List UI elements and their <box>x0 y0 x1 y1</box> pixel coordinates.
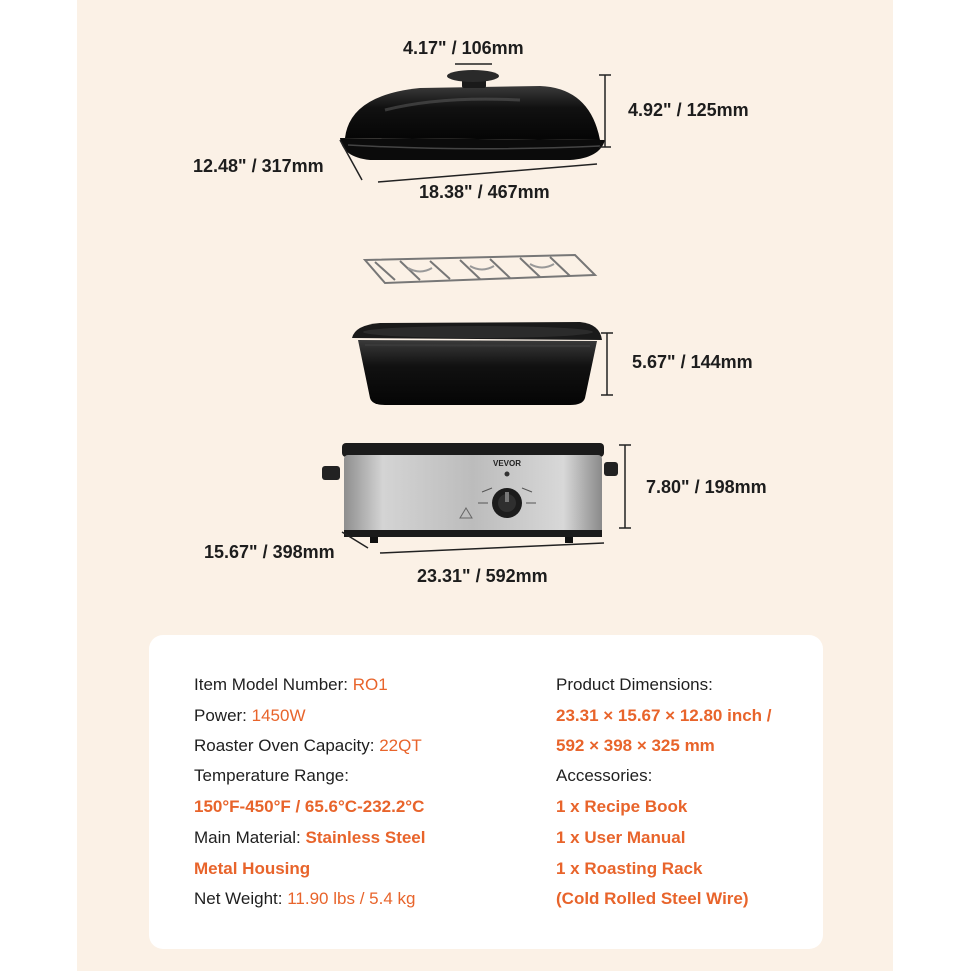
spec-power: Power: 1450W <box>194 706 306 725</box>
lid-depth-label: 12.48" / 317mm <box>193 156 324 176</box>
handle-width-label: 4.17" / 106mm <box>403 38 524 58</box>
spec-material-value-2: Metal Housing <box>194 859 311 878</box>
accessory-item: 1 x Recipe Book <box>556 797 688 816</box>
spec-model: Item Model Number: RO1 <box>194 675 388 694</box>
spec-capacity: Roaster Oven Capacity: 22QT <box>194 736 422 755</box>
accessory-item: 1 x User Manual <box>556 828 686 847</box>
spec-dims-value-1: 23.31 × 15.67 × 12.80 inch / <box>556 706 772 725</box>
lid-length-dim-line <box>378 164 597 182</box>
spec-dims-label: Product Dimensions: <box>556 675 713 694</box>
base-length-dim-line <box>380 543 604 553</box>
spec-model-value: RO1 <box>352 675 388 694</box>
base-length-label: 23.31" / 592mm <box>417 566 548 586</box>
spec-weight-value: 11.90 lbs / 5.4 kg <box>287 889 416 908</box>
pan-height-label: 5.67" / 144mm <box>632 352 753 372</box>
spec-capacity-value: 22QT <box>379 736 422 755</box>
spec-temp-label: Temperature Range: <box>194 766 349 785</box>
pan-illustration <box>352 322 602 405</box>
spec-temp-value: 150°F-450°F / 65.6°C-232.2°C <box>194 797 425 816</box>
spec-dims-value-2: 592 × 398 × 325 mm <box>556 736 715 755</box>
lid-height-label: 4.92" / 125mm <box>628 100 749 120</box>
spec-material-value: Stainless Steel <box>305 828 426 847</box>
spec-material: Main Material: Stainless Steel <box>194 828 426 847</box>
spec-accessories-label: Accessories: <box>556 766 653 785</box>
base-height-label: 7.80" / 198mm <box>646 477 767 497</box>
accessory-item: (Cold Rolled Steel Wire) <box>556 889 749 908</box>
brand-logo: VEVOR <box>492 459 522 468</box>
spec-power-value: 1450W <box>251 706 306 725</box>
lid-illustration <box>340 70 605 160</box>
accessory-item: 1 x Roasting Rack <box>556 859 703 878</box>
base-depth-label: 15.67" / 398mm <box>204 542 335 562</box>
lid-length-label: 18.38" / 467mm <box>419 182 550 202</box>
spec-weight: Net Weight: 11.90 lbs / 5.4 kg <box>194 889 416 908</box>
rack-illustration <box>365 255 595 283</box>
base-illustration <box>322 443 618 543</box>
